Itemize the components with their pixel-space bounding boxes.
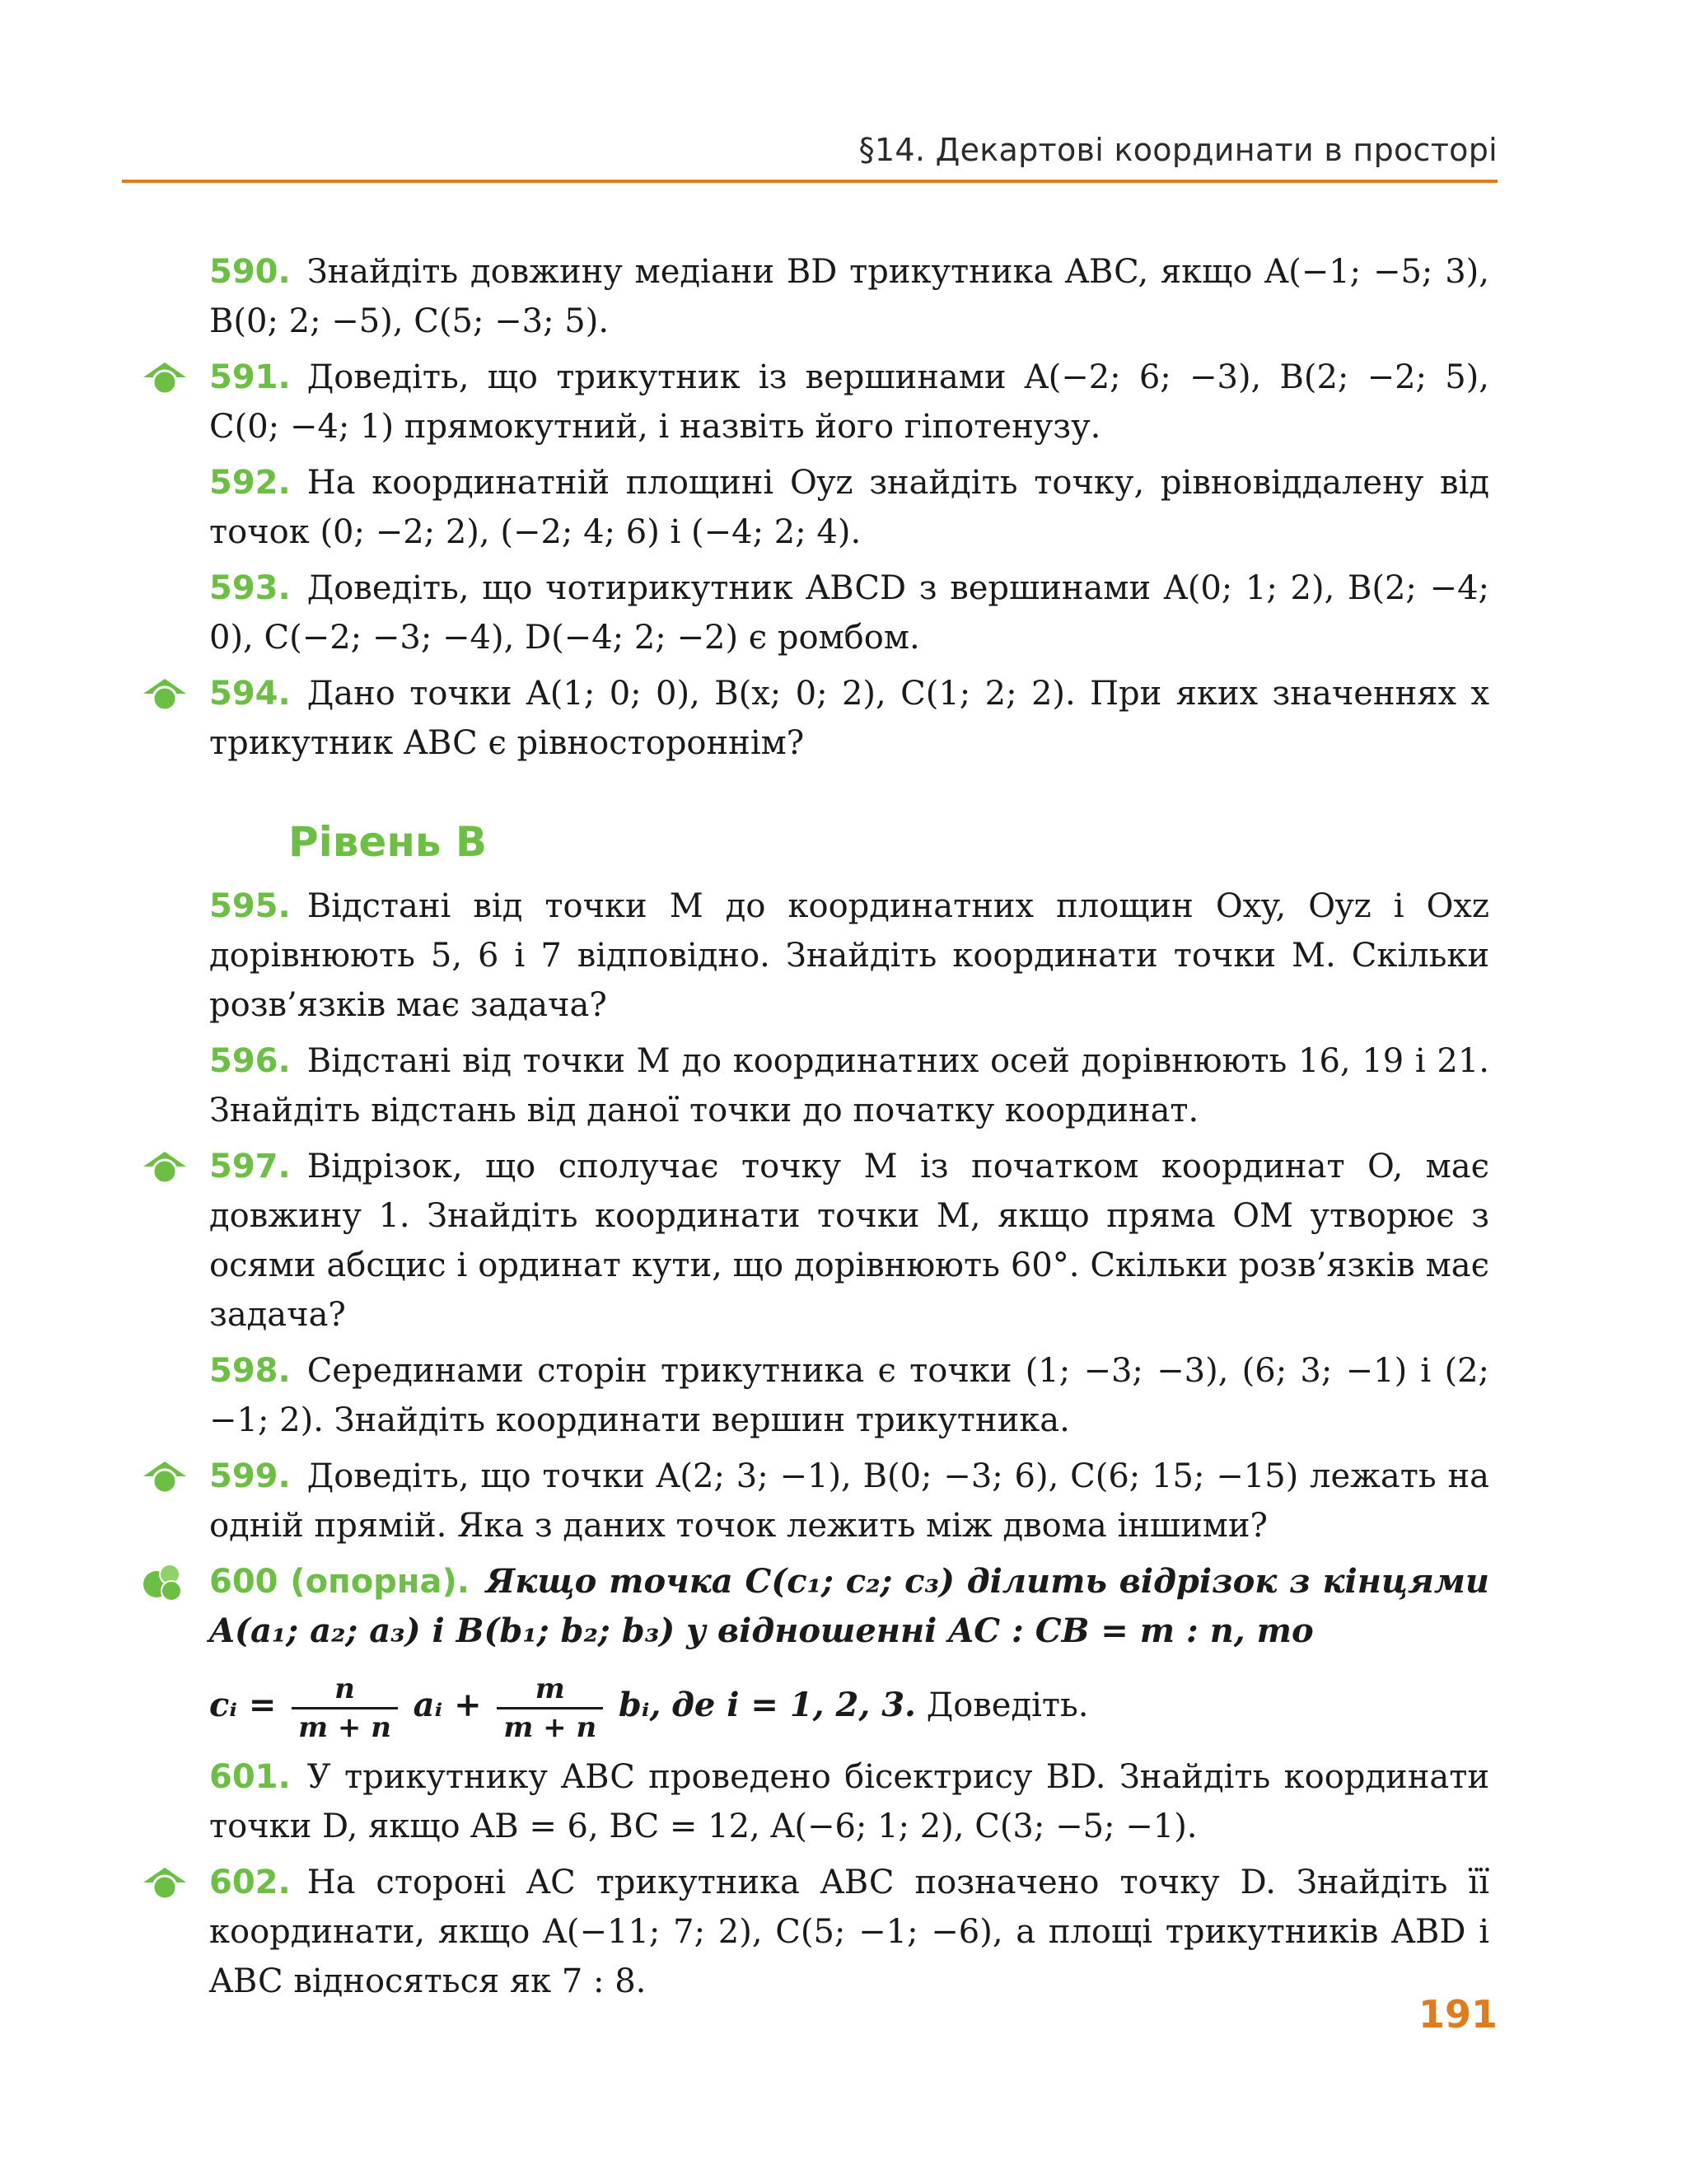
house-marker-icon — [142, 361, 188, 397]
formula-lhs: cᵢ = — [209, 1686, 277, 1724]
problem-598 — [209, 1346, 1489, 1445]
section-title: §14. Декартові координати в просторі — [858, 132, 1498, 168]
house-marker-icon — [142, 1150, 188, 1186]
running-header — [122, 132, 1498, 183]
problem-number: 592. — [209, 464, 291, 502]
fraction-numerator: m — [497, 1671, 603, 1709]
house-marker-icon — [142, 677, 188, 713]
formula-term-b: bᵢ, — [618, 1686, 661, 1724]
problem-text: Відстані від точки M до координатних осей дорівнюють 16, 19 і 21. Знайдіть відстань від даної точки до початку координат. — [209, 1042, 1489, 1129]
problem-number: 600 (опорна). — [209, 1563, 470, 1601]
problem-text: Доведіть, що трикутник із вершинами A(−2; 6; −3), B(2; −2; 5), C(0; −4; 1) прямокутний, і назвіть його гіпотенузу. — [209, 358, 1489, 446]
problem-590 — [209, 247, 1489, 346]
problem-number: 593. — [209, 569, 291, 607]
problem-text: Дано точки A(1; 0; 0), B(x; 0; 2), C(1; 2; 2). При яких значеннях x трикутник ABC є рівностороннім? — [209, 675, 1489, 762]
problem-593 — [209, 564, 1489, 662]
problem-number: 595. — [209, 887, 291, 925]
ratio-formula — [209, 1667, 1489, 1746]
fraction-denominator: m + n — [503, 1710, 597, 1744]
header-rule — [122, 180, 1498, 183]
problem-595 — [209, 882, 1489, 1030]
problem-592 — [209, 458, 1489, 557]
problem-text: На стороні AC трикутника ABC позначено точку D. Знайдіть її координати, якщо A(−11; 7; 2), C(5; −1; −6), а площі трикутників ABD і ABC відносяться як 7 : 8. — [209, 1863, 1489, 2000]
problem-596 — [209, 1036, 1489, 1135]
fraction-m-over-sum — [497, 1671, 603, 1746]
problem-597 — [209, 1142, 1489, 1340]
problem-text: На координатній площині Oyz знайдіть точку, рівновіддалену від точок (0; −2; 2), (−2; 4; 6) і (−4; 2; 4). — [209, 464, 1489, 551]
problem-number: 601. — [209, 1757, 291, 1796]
problem-text: Якщо точка C(c₁; c₂; c₃) ділить відрізок з кінцями A(a₁; a₂; a₃) і B(b₁; b₂; b₃) у відношенні AC : CB = m : n, то — [209, 1562, 1489, 1650]
formula-term-a: aᵢ + — [413, 1686, 482, 1724]
problem-text: Відрізок, що сполучає точку M із початком координат O, має довжину 1. Знайдіть координати точки M, якщо пряма OM утворює з осями абсцис і ординат кути, що дорівнюють 60°. Скільки розв’язків має задача? — [209, 1148, 1489, 1334]
problem-601 — [209, 1752, 1489, 1851]
problem-number: 596. — [209, 1042, 291, 1080]
problem-602 — [209, 1858, 1489, 2006]
problem-591 — [209, 353, 1489, 451]
reference-marker-icon — [142, 1562, 188, 1603]
problem-number: 599. — [209, 1457, 291, 1495]
formula-closing: Доведіть. — [926, 1686, 1089, 1724]
problem-number: 591. — [209, 358, 291, 396]
house-marker-icon — [142, 1866, 188, 1902]
level-heading: Рівень В — [288, 818, 488, 866]
problem-text: Знайдіть довжину медіани BD трикутника ABC, якщо A(−1; −5; 3), B(0; 2; −5), C(5; −3; 5). — [209, 253, 1489, 340]
fraction-denominator: m + n — [298, 1710, 391, 1744]
problem-text: Відстані від точки M до координатних площин Oxy, Oyz і Oxz дорівнюють 5, 6 і 7 відповідно. Знайдіть координати точки M. Скільки розв’язків має задача? — [209, 887, 1489, 1024]
problem-number: 594. — [209, 675, 291, 713]
formula-tail: де i = 1, 2, 3. — [671, 1686, 916, 1724]
problem-594 — [209, 669, 1489, 768]
problem-number: 597. — [209, 1148, 291, 1186]
problem-number: 602. — [209, 1863, 291, 1901]
page-number: 191 — [1418, 1992, 1498, 2037]
problem-599 — [209, 1452, 1489, 1550]
house-marker-icon — [142, 1460, 188, 1496]
problem-number: 598. — [209, 1352, 291, 1390]
problem-text: Доведіть, що точки A(2; 3; −1), B(0; −3; 6), C(6; 15; −15) лежать на одній прямій. Яка з даних точок лежить між двома іншими? — [209, 1457, 1489, 1545]
fraction-numerator: n — [292, 1671, 398, 1709]
problem-600 — [209, 1557, 1489, 1746]
problem-number: 590. — [209, 253, 291, 291]
problem-text: У трикутнику ABC проведено бісектрису BD. Знайдіть координати точки D, якщо AB = 6, BC = 12, A(−6; 1; 2), C(3; −5; −1). — [209, 1757, 1489, 1845]
problem-text: Серединами сторін трикутника є точки (1; −3; −3), (6; 3; −1) і (2; −1; 2). Знайдіть координати вершин трикутника. — [209, 1352, 1489, 1439]
problem-text: Доведіть, що чотирикутник ABCD з вершинами A(0; 1; 2), B(2; −4; 0), C(−2; −3; −4), D(−4; 2; −2) є ромбом. — [209, 569, 1489, 657]
page-content — [209, 247, 1489, 2013]
fraction-n-over-sum — [292, 1671, 398, 1746]
